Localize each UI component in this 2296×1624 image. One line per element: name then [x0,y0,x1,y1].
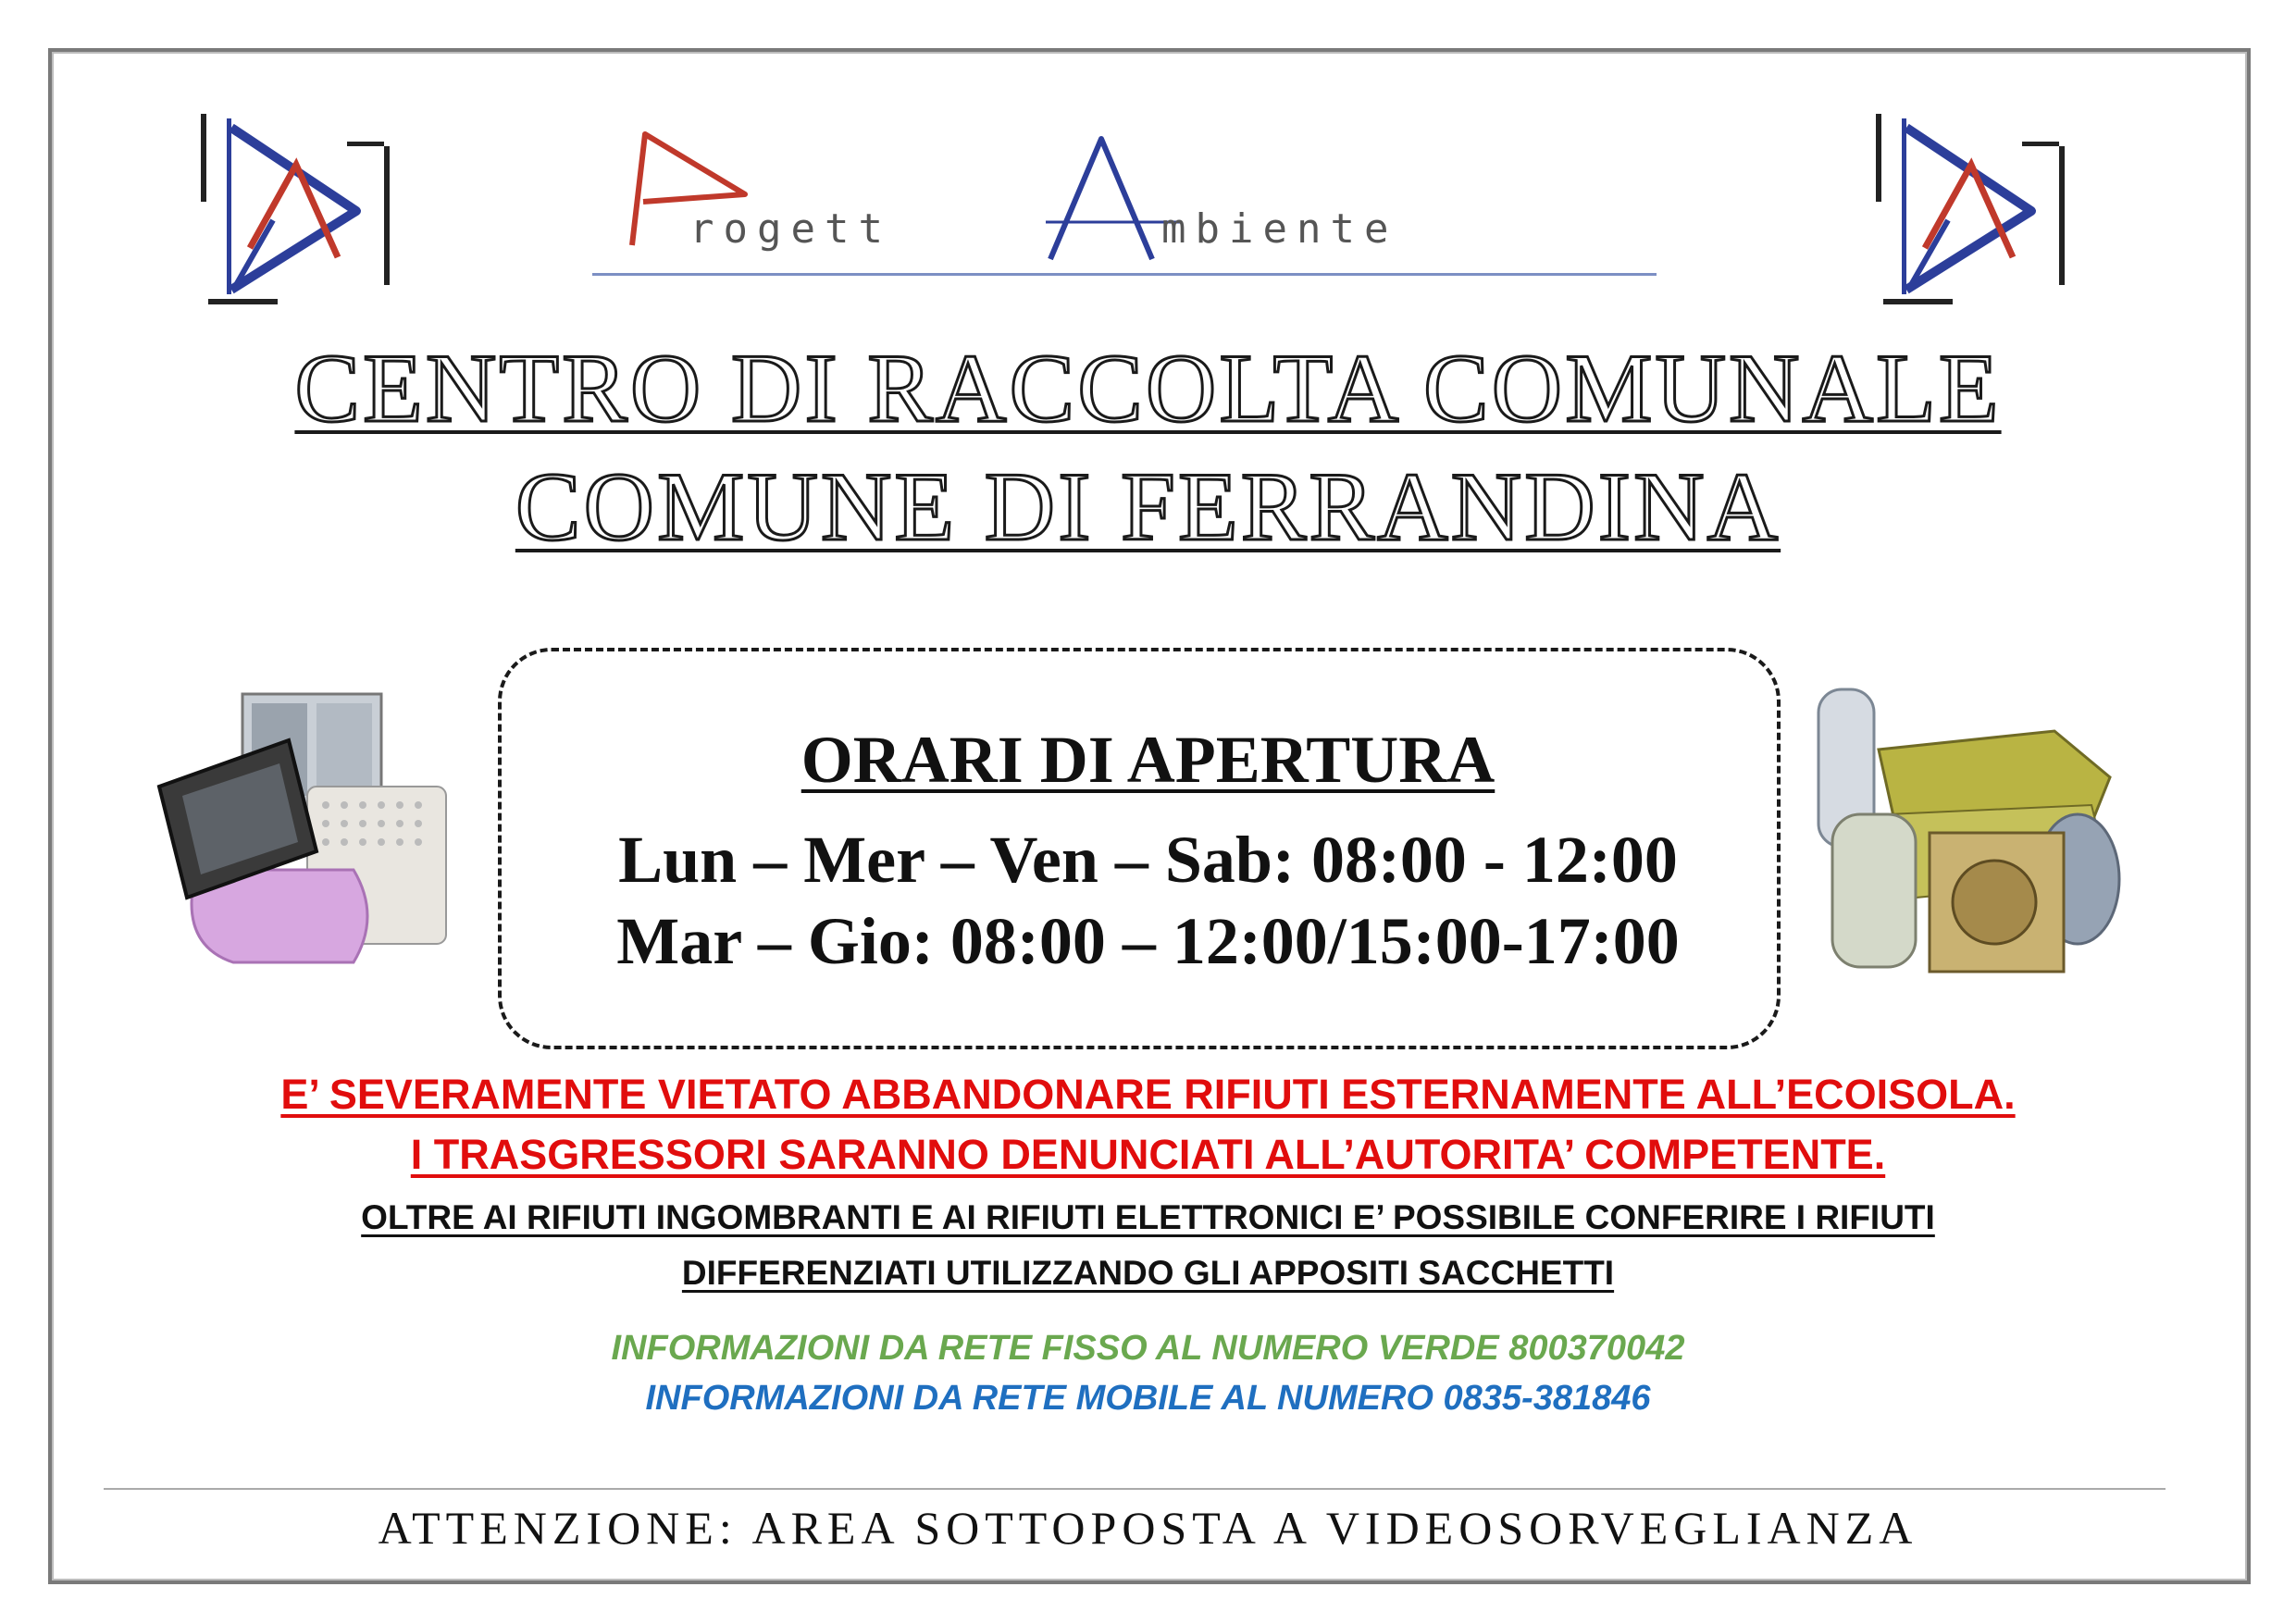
opening-hours-title: ORARI DI APERTURA [800,723,1496,797]
mobile-info: INFORMAZIONI DA RETE MOBILE AL NUMERO 0835-381846 [645,1379,1651,1418]
note-waste-types-line2: DIFFERENZIATI UTILIZZANDO GLI APPOSITI SACCHETTI [681,1254,1615,1292]
warning-offenders: I TRASGRESSORI SARANNO DENUNCIATI ALL’AUTORITA’ COMPETENTE. [410,1131,1886,1178]
page-title-line2: COMUNE DI FERRANDINA [515,452,1781,561]
video-surveillance-notice: ATTENZIONE: AREA SOTTOPOSTA A VIDEOSORVEGLIANZA [378,1502,1918,1554]
wordmark-part-1: rogett [689,205,892,253]
right-emblem-logo [1874,109,2073,308]
footer-divider [104,1488,2166,1490]
page-title-line1: CENTRO DI RACCOLTA COMUNALE [294,334,2002,442]
progettambiente-mark [588,120,1661,287]
progettambiente-logo [588,120,1661,287]
wordmark-part-2: mbiente [1161,205,1398,253]
left-emblem-logo [199,109,398,308]
opening-hours-weekdays: Lun – Mer – Ven – Sab: 08:00 - 12:00 [618,823,1678,897]
warning-abandon-waste: E’ SEVERAMENTE VIETATO ABBANDONARE RIFIUTI ESTERNAMENTE ALL’ECOISOLA. [280,1071,2016,1118]
opening-hours-tue-thu: Mar – Gio: 08:00 – 12:00/15:00-17:00 [616,904,1680,978]
landline-info: INFORMAZIONI DA RETE FISSO AL NUMERO VERDE 800370042 [611,1329,1685,1368]
note-waste-types-line1: OLTRE AI RIFIUTI INGOMBRANTI E AI RIFIUTI ELETTRONICI E’ POSSIBILE CONFERIRE I RIFIUTI [361,1198,1935,1236]
